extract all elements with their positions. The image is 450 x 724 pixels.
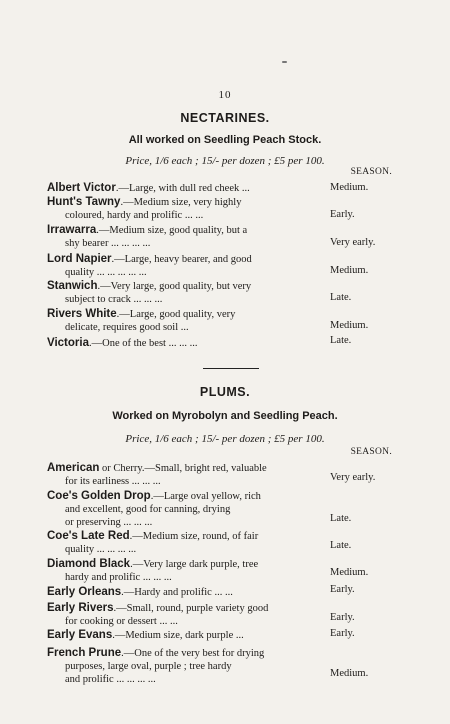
variety-description: .—Medium size, good quality, but a <box>96 225 248 236</box>
variety-description: .—Very large dark purple, tree <box>130 559 259 570</box>
variety-name: Stanwich <box>47 280 98 292</box>
price-line-nectarines: Price, 1/6 each ; 15/- per dozen ; £5 per 100. <box>125 155 325 167</box>
variety-description: .—One of the very best for drying <box>121 648 265 659</box>
season-value: Early. <box>330 628 355 639</box>
section-title-nectarines: NECTARINES. <box>180 111 270 125</box>
season-value: Early. <box>330 612 355 623</box>
season-header-nectarines: SEASON. <box>350 167 392 177</box>
variety-description-cont: delicate, requires good soil ... <box>65 322 189 333</box>
list-item <box>47 196 323 222</box>
variety-description-cont: shy bearer ... ... ... ... <box>65 238 151 249</box>
variety-description-cont: or preserving ... ... ... <box>65 517 153 528</box>
variety-name: Irrawarra <box>47 224 97 236</box>
variety-description-cont: coloured, hardy and prolific ... ... <box>65 210 204 221</box>
ink-speck <box>282 61 287 63</box>
variety-description-cont: and prolific ... ... ... ... <box>65 674 156 685</box>
list-item <box>47 490 323 529</box>
season-value: Late. <box>330 292 352 303</box>
variety-description-cont: purposes, large oval, purple ; tree hardy <box>65 661 232 672</box>
variety-name: Early Rivers <box>47 602 114 614</box>
price-line-plums: Price, 1/6 each ; 15/- per dozen ; £5 per 100. <box>125 433 325 445</box>
list-item <box>47 224 323 250</box>
variety-description: .—Large, good quality, very <box>116 309 236 320</box>
variety-description: .—Large oval yellow, rich <box>150 491 261 502</box>
season-header-plums: SEASON. <box>350 447 392 457</box>
section-title-plums: PLUMS. <box>199 385 251 399</box>
list-item <box>47 462 323 488</box>
variety-name: Diamond Black <box>47 558 131 570</box>
season-value: Very early. <box>330 472 376 483</box>
variety-name: Victoria <box>47 337 89 349</box>
season-value: Early. <box>330 209 355 220</box>
season-value: Early. <box>330 584 355 595</box>
variety-description-cont: for cooking or dessert ... ... <box>65 616 178 627</box>
variety-description-cont: hardy and prolific ... ... ... <box>65 572 172 583</box>
season-value: Medium. <box>330 668 369 679</box>
variety-name: Hunt's Tawny <box>47 196 121 208</box>
season-value: Medium. <box>330 265 369 276</box>
list-item <box>47 337 323 350</box>
list-item <box>47 558 323 584</box>
list-item <box>47 647 323 686</box>
list-item <box>47 308 323 334</box>
variety-name: Early Evans <box>47 629 113 641</box>
variety-description: .—Hardy and prolific ... ... <box>121 587 233 598</box>
variety-description: or Cherry.—Small, bright red, valuable <box>99 463 267 474</box>
variety-description-cont: and excellent, good for canning, drying <box>65 504 231 515</box>
variety-name: French Prune <box>47 647 122 659</box>
section-divider <box>203 368 259 369</box>
variety-description-cont: quality ... ... ... ... <box>65 544 137 555</box>
variety-description: .—Medium size, very highly <box>120 197 242 208</box>
section-subtitle-plums: Worked on Myrobolyn and Seedling Peach. <box>112 410 338 422</box>
list-item <box>47 280 323 306</box>
season-value: Very early. <box>330 237 376 248</box>
list-item <box>47 530 323 556</box>
season-value: Late. <box>330 513 352 524</box>
variety-name: Early Orleans <box>47 586 122 598</box>
variety-description-cont: subject to crack ... ... ... <box>65 294 163 305</box>
variety-description: .—One of the best ... ... ... <box>88 338 198 349</box>
list-item <box>47 602 323 628</box>
section-subtitle-nectarines: All worked on Seedling Peach Stock. <box>128 134 322 146</box>
variety-description: .—Very large, good quality, but very <box>97 281 252 292</box>
variety-description: .—Medium size, dark purple ... <box>112 630 244 641</box>
variety-name: Albert Victor <box>47 182 116 194</box>
list-item <box>47 586 323 599</box>
variety-name: American <box>47 462 100 474</box>
variety-description-cont: for its earliness ... ... ... <box>65 476 161 487</box>
variety-description: .—Large, heavy bearer, and good <box>111 254 252 265</box>
variety-description: .—Large, with dull red cheek ... <box>115 183 250 194</box>
variety-description: .—Medium size, round, of fair <box>129 531 259 542</box>
page-number: 10 <box>218 89 232 101</box>
variety-name: Lord Napier <box>47 253 112 265</box>
variety-name: Coe's Late Red <box>47 530 130 542</box>
list-item <box>47 629 323 642</box>
variety-name: Coe's Golden Drop <box>47 490 151 502</box>
season-value: Late. <box>330 540 352 551</box>
season-value: Medium. <box>330 567 369 578</box>
season-value: Late. <box>330 335 352 346</box>
season-value: Medium. <box>330 182 369 193</box>
variety-description-cont: quality ... ... ... ... ... <box>65 267 147 278</box>
variety-name: Rivers White <box>47 308 117 320</box>
list-item <box>47 182 323 195</box>
variety-description: .—Small, round, purple variety good <box>113 603 269 614</box>
season-value: Medium. <box>330 320 369 331</box>
list-item <box>47 253 323 279</box>
